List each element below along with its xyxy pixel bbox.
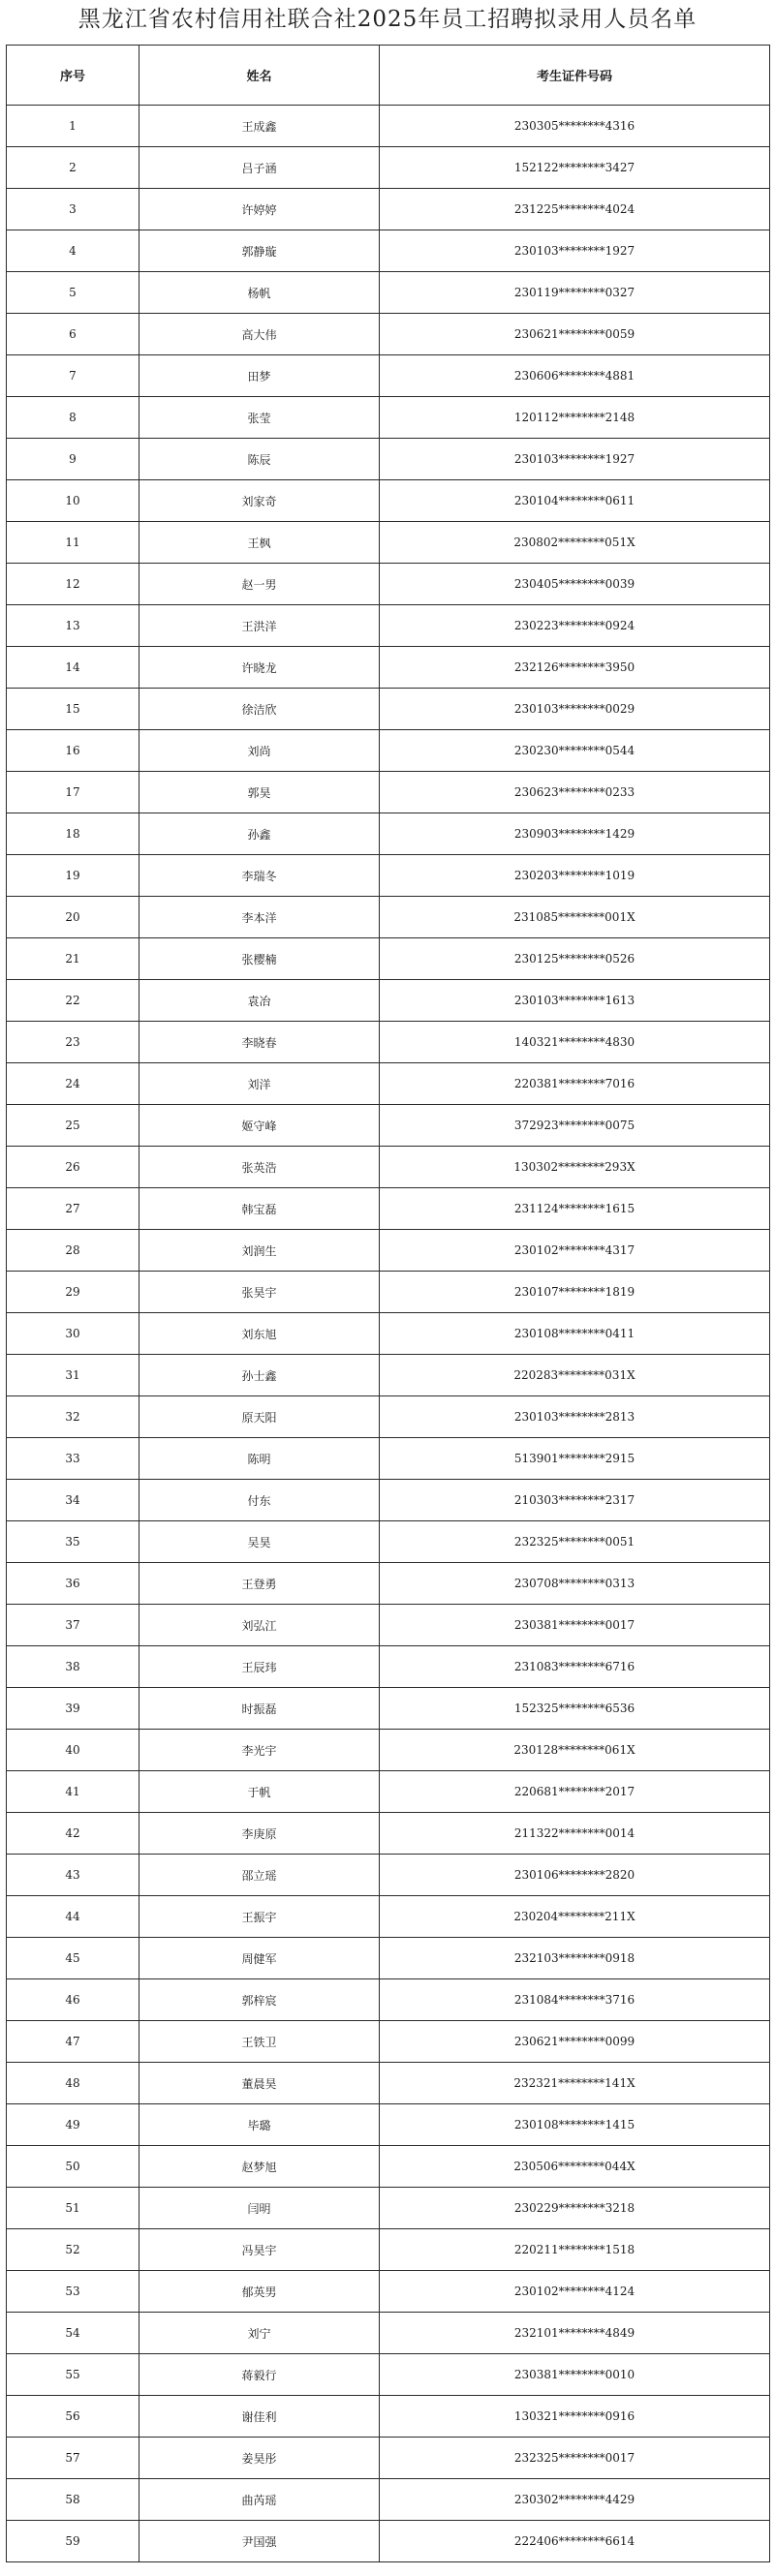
cell-name: 郭昊: [140, 772, 380, 813]
cell-name: 李庚原: [140, 1813, 380, 1855]
table-row: [7, 189, 770, 230]
cell-name: 邵立瑶: [140, 1855, 380, 1896]
cell-id-number: 230103********1613: [380, 980, 770, 1022]
table-row: [7, 1313, 770, 1355]
table-row: [7, 1147, 770, 1188]
table-row: [7, 1896, 770, 1938]
cell-name: 刘润生: [140, 1230, 380, 1272]
table-row: [7, 1938, 770, 1979]
cell-id-number: 231083********6716: [380, 1646, 770, 1688]
table-row: [7, 564, 770, 605]
cell-index: 46: [7, 1979, 140, 2021]
cell-index: 13: [7, 605, 140, 647]
table-row: [7, 439, 770, 480]
table-row: [7, 2479, 770, 2521]
cell-name: 毕璐: [140, 2104, 380, 2146]
table-row: [7, 2396, 770, 2438]
cell-index: 37: [7, 1605, 140, 1646]
cell-id-number: 130321********0916: [380, 2396, 770, 2438]
cell-index: 20: [7, 897, 140, 938]
table-row: [7, 980, 770, 1022]
cell-id-number: 230381********0010: [380, 2354, 770, 2396]
table-row: [7, 2229, 770, 2271]
cell-index: 15: [7, 689, 140, 730]
table-row: [7, 2521, 770, 2562]
cell-id-number: 230302********4429: [380, 2479, 770, 2521]
cell-id-number: 372923********0075: [380, 1105, 770, 1147]
cell-name: 李本洋: [140, 897, 380, 938]
table-row: [7, 1521, 770, 1563]
cell-id-number: 231225********4024: [380, 189, 770, 230]
table-row: [7, 397, 770, 439]
cell-index: 56: [7, 2396, 140, 2438]
table-row: [7, 605, 770, 647]
cell-index: 2: [7, 147, 140, 189]
cell-id-number: 230606********4881: [380, 355, 770, 397]
cell-id-number: 230621********0099: [380, 2021, 770, 2063]
cell-name: 刘洋: [140, 1063, 380, 1105]
table-row: [7, 1063, 770, 1105]
cell-id-number: 230230********0544: [380, 730, 770, 772]
cell-index: 27: [7, 1188, 140, 1230]
cell-index: 11: [7, 522, 140, 564]
cell-id-number: 230104********0611: [380, 480, 770, 522]
cell-index: 3: [7, 189, 140, 230]
table-row: [7, 2063, 770, 2104]
cell-name: 尹国强: [140, 2521, 380, 2562]
cell-name: 张昊宇: [140, 1272, 380, 1313]
cell-name: 郁英男: [140, 2271, 380, 2313]
table-row: [7, 1979, 770, 2021]
cell-name: 蒋毅行: [140, 2354, 380, 2396]
cell-id-number: 513901********2915: [380, 1438, 770, 1480]
cell-name: 许婷婷: [140, 189, 380, 230]
cell-index: 38: [7, 1646, 140, 1688]
cell-id-number: 230305********4316: [380, 106, 770, 147]
cell-id-number: 210303********2317: [380, 1480, 770, 1521]
cell-index: 34: [7, 1480, 140, 1521]
cell-id-number: 230506********044X: [380, 2146, 770, 2188]
cell-name: 吴昊: [140, 1521, 380, 1563]
cell-id-number: 220283********031X: [380, 1355, 770, 1396]
cell-name: 张英浩: [140, 1147, 380, 1188]
cell-id-number: 230106********2820: [380, 1855, 770, 1896]
cell-id-number: 230125********0526: [380, 938, 770, 980]
cell-index: 21: [7, 938, 140, 980]
page-title: 黑龙江省农村信用社联合社2025年员工招聘拟录用人员名单: [78, 7, 698, 32]
cell-name: 冯昊宇: [140, 2229, 380, 2271]
cell-name: 闫明: [140, 2188, 380, 2229]
cell-index: 10: [7, 480, 140, 522]
table-row: [7, 855, 770, 897]
cell-id-number: 230119********0327: [380, 272, 770, 314]
table-row: [7, 1230, 770, 1272]
table-row: [7, 272, 770, 314]
table-row: [7, 2188, 770, 2229]
cell-id-number: 230128********061X: [380, 1730, 770, 1771]
cell-id-number: 230103********1927: [380, 230, 770, 272]
cell-id-number: 231124********1615: [380, 1188, 770, 1230]
cell-id-number: 230229********3218: [380, 2188, 770, 2229]
cell-name: 付东: [140, 1480, 380, 1521]
table-row: [7, 1272, 770, 1313]
cell-index: 53: [7, 2271, 140, 2313]
cell-index: 1: [7, 106, 140, 147]
cell-id-number: 232321********141X: [380, 2063, 770, 2104]
cell-name: 高大伟: [140, 314, 380, 355]
cell-index: 4: [7, 230, 140, 272]
cell-name: 刘家奇: [140, 480, 380, 522]
table-row: [7, 1480, 770, 1521]
cell-index: 28: [7, 1230, 140, 1272]
table-row: [7, 314, 770, 355]
column-header-index: 序号: [7, 46, 140, 106]
cell-name: 张樱楠: [140, 938, 380, 980]
cell-name: 赵一男: [140, 564, 380, 605]
table-row: [7, 106, 770, 147]
table-row: [7, 1730, 770, 1771]
cell-index: 48: [7, 2063, 140, 2104]
table-row: [7, 1396, 770, 1438]
cell-index: 36: [7, 1563, 140, 1605]
cell-index: 54: [7, 2313, 140, 2354]
table-row: [7, 938, 770, 980]
cell-name: 孙士鑫: [140, 1355, 380, 1396]
table-row: [7, 355, 770, 397]
cell-name: 王登勇: [140, 1563, 380, 1605]
cell-index: 7: [7, 355, 140, 397]
table-row: [7, 2271, 770, 2313]
cell-id-number: 231085********001X: [380, 897, 770, 938]
table-row: [7, 730, 770, 772]
table-row: [7, 1563, 770, 1605]
cell-name: 董晨昊: [140, 2063, 380, 2104]
table-row: [7, 1646, 770, 1688]
cell-name: 王振宇: [140, 1896, 380, 1938]
cell-name: 孙鑫: [140, 813, 380, 855]
cell-name: 刘东旭: [140, 1313, 380, 1355]
cell-name: 谢佳利: [140, 2396, 380, 2438]
table-row: [7, 772, 770, 813]
cell-id-number: 220211********1518: [380, 2229, 770, 2271]
cell-index: 32: [7, 1396, 140, 1438]
cell-index: 30: [7, 1313, 140, 1355]
table-row: [7, 1188, 770, 1230]
table-header-row: [7, 46, 770, 106]
cell-index: 44: [7, 1896, 140, 1938]
table-row: [7, 2021, 770, 2063]
cell-id-number: 220381********7016: [380, 1063, 770, 1105]
cell-id-number: 140321********4830: [380, 1022, 770, 1063]
cell-index: 9: [7, 439, 140, 480]
cell-id-number: 230223********0924: [380, 605, 770, 647]
cell-name: 李光宇: [140, 1730, 380, 1771]
hire-list-table: [6, 45, 770, 2562]
cell-id-number: 230103********1927: [380, 439, 770, 480]
cell-name: 田梦: [140, 355, 380, 397]
cell-index: 40: [7, 1730, 140, 1771]
cell-name: 刘弘江: [140, 1605, 380, 1646]
cell-id-number: 130302********293X: [380, 1147, 770, 1188]
table-row: [7, 1355, 770, 1396]
cell-id-number: 230102********4317: [380, 1230, 770, 1272]
cell-id-number: 222406********6614: [380, 2521, 770, 2562]
table-row: [7, 1022, 770, 1063]
table-row: [7, 897, 770, 938]
table-row: [7, 1605, 770, 1646]
cell-index: 47: [7, 2021, 140, 2063]
cell-id-number: 230405********0039: [380, 564, 770, 605]
cell-id-number: 211322********0014: [380, 1813, 770, 1855]
cell-id-number: 230802********051X: [380, 522, 770, 564]
table-row: [7, 1438, 770, 1480]
cell-id-number: 230107********1819: [380, 1272, 770, 1313]
column-header-name: 姓名: [140, 46, 380, 106]
table-row: [7, 1105, 770, 1147]
cell-name: 刘宁: [140, 2313, 380, 2354]
cell-index: 25: [7, 1105, 140, 1147]
table-row: [7, 1688, 770, 1730]
cell-name: 时振磊: [140, 1688, 380, 1730]
table-row: [7, 813, 770, 855]
table-row: [7, 1813, 770, 1855]
table-row: [7, 522, 770, 564]
cell-name: 王枫: [140, 522, 380, 564]
cell-index: 18: [7, 813, 140, 855]
cell-index: 59: [7, 2521, 140, 2562]
table-row: [7, 2313, 770, 2354]
cell-index: 33: [7, 1438, 140, 1480]
cell-index: 5: [7, 272, 140, 314]
cell-name: 姬守峰: [140, 1105, 380, 1147]
cell-id-number: 120112********2148: [380, 397, 770, 439]
table-row: [7, 2146, 770, 2188]
cell-id-number: 230103********2813: [380, 1396, 770, 1438]
table-row: [7, 2104, 770, 2146]
cell-name: 曲芮瑶: [140, 2479, 380, 2521]
cell-name: 张莹: [140, 397, 380, 439]
cell-id-number: 232325********0017: [380, 2438, 770, 2479]
cell-index: 8: [7, 397, 140, 439]
column-header-id-number: 考生证件号码: [380, 46, 770, 106]
table-row: [7, 2354, 770, 2396]
cell-id-number: 152325********6536: [380, 1688, 770, 1730]
table-row: [7, 689, 770, 730]
cell-index: 39: [7, 1688, 140, 1730]
cell-name: 王洪洋: [140, 605, 380, 647]
cell-index: 52: [7, 2229, 140, 2271]
cell-id-number: 230108********1415: [380, 2104, 770, 2146]
cell-index: 22: [7, 980, 140, 1022]
cell-id-number: 232101********4849: [380, 2313, 770, 2354]
cell-index: 23: [7, 1022, 140, 1063]
cell-id-number: 230204********211X: [380, 1896, 770, 1938]
cell-name: 王辰玮: [140, 1646, 380, 1688]
cell-index: 14: [7, 647, 140, 689]
cell-name: 韩宝磊: [140, 1188, 380, 1230]
cell-index: 16: [7, 730, 140, 772]
cell-index: 6: [7, 314, 140, 355]
cell-name: 袁冶: [140, 980, 380, 1022]
cell-index: 29: [7, 1272, 140, 1313]
cell-id-number: 230381********0017: [380, 1605, 770, 1646]
table-row: [7, 647, 770, 689]
cell-name: 吕子涵: [140, 147, 380, 189]
cell-index: 12: [7, 564, 140, 605]
cell-name: 郭梓宸: [140, 1979, 380, 2021]
cell-name: 原天阳: [140, 1396, 380, 1438]
cell-id-number: 232325********0051: [380, 1521, 770, 1563]
cell-index: 43: [7, 1855, 140, 1896]
cell-name: 赵梦旭: [140, 2146, 380, 2188]
cell-index: 55: [7, 2354, 140, 2396]
cell-name: 陈辰: [140, 439, 380, 480]
cell-index: 17: [7, 772, 140, 813]
cell-name: 杨帆: [140, 272, 380, 314]
cell-id-number: 230903********1429: [380, 813, 770, 855]
cell-index: 19: [7, 855, 140, 897]
cell-name: 李晓春: [140, 1022, 380, 1063]
table-row: [7, 2438, 770, 2479]
table-row: [7, 1855, 770, 1896]
cell-id-number: 230102********4124: [380, 2271, 770, 2313]
cell-name: 许晓龙: [140, 647, 380, 689]
cell-id-number: 230203********1019: [380, 855, 770, 897]
cell-name: 刘尚: [140, 730, 380, 772]
cell-name: 于帆: [140, 1771, 380, 1813]
cell-index: 41: [7, 1771, 140, 1813]
cell-id-number: 230103********0029: [380, 689, 770, 730]
cell-id-number: 231084********3716: [380, 1979, 770, 2021]
cell-index: 35: [7, 1521, 140, 1563]
cell-index: 57: [7, 2438, 140, 2479]
cell-id-number: 232126********3950: [380, 647, 770, 689]
cell-index: 50: [7, 2146, 140, 2188]
cell-id-number: 220681********2017: [380, 1771, 770, 1813]
cell-name: 周健军: [140, 1938, 380, 1979]
cell-name: 王成鑫: [140, 106, 380, 147]
cell-index: 26: [7, 1147, 140, 1188]
cell-index: 24: [7, 1063, 140, 1105]
table-row: [7, 480, 770, 522]
cell-name: 姜昊彤: [140, 2438, 380, 2479]
cell-id-number: 232103********0918: [380, 1938, 770, 1979]
table-row: [7, 1771, 770, 1813]
cell-id-number: 230708********0313: [380, 1563, 770, 1605]
cell-index: 45: [7, 1938, 140, 1979]
cell-name: 徐洁欣: [140, 689, 380, 730]
cell-id-number: 230108********0411: [380, 1313, 770, 1355]
cell-index: 42: [7, 1813, 140, 1855]
cell-id-number: 230623********0233: [380, 772, 770, 813]
cell-index: 31: [7, 1355, 140, 1396]
cell-name: 李瑞冬: [140, 855, 380, 897]
cell-id-number: 230621********0059: [380, 314, 770, 355]
table-row: [7, 230, 770, 272]
cell-name: 陈明: [140, 1438, 380, 1480]
cell-index: 58: [7, 2479, 140, 2521]
cell-name: 王铁卫: [140, 2021, 380, 2063]
cell-name: 郭静璇: [140, 230, 380, 272]
cell-id-number: 152122********3427: [380, 147, 770, 189]
cell-index: 49: [7, 2104, 140, 2146]
table-row: [7, 147, 770, 189]
cell-index: 51: [7, 2188, 140, 2229]
